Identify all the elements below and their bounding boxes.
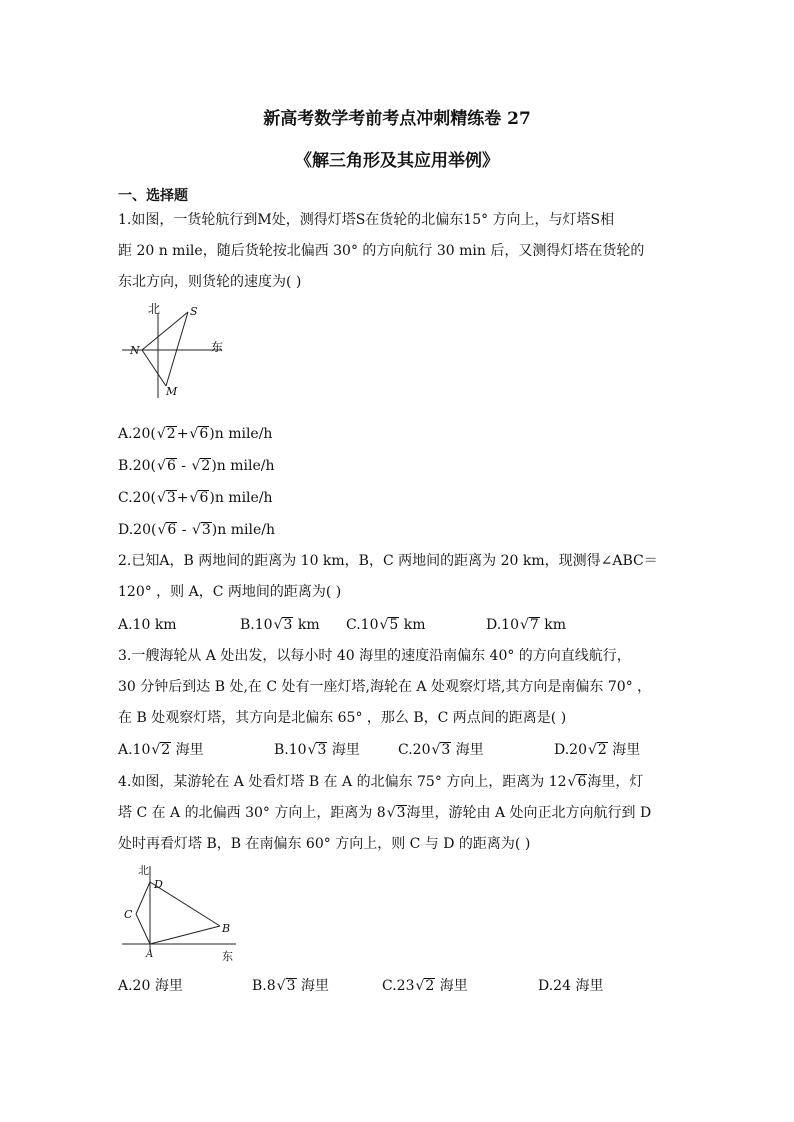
q3-text-line-1: 3.一艘海轮从 A 处出发，以每小时 40 海里的速度沿南偏东 40° 的方向直线航行， [118, 648, 631, 664]
q2-option-a: A.10 km [118, 617, 177, 633]
q2-option-c: C.10√5 km [346, 617, 426, 633]
q4-text-line-1: 4.如图，某游轮在 A 处看灯塔 B 在 A 的北偏东 75° 方向上，距离为 12√6海里，灯 [118, 774, 644, 790]
q2-text-line-2: 120° ，则 A，C 两地间的距离为( ) [118, 584, 342, 600]
q1-label-n: N [130, 344, 140, 357]
q3-options [118, 740, 640, 760]
q4-options [118, 976, 603, 996]
q1-option-c: C.20(√3+√6)n mile/h [118, 490, 273, 506]
q3-option-c: C.20√3 海里 [398, 742, 484, 758]
q4-option-c: C.23√2 海里 [382, 978, 468, 994]
q4-label-b: B [222, 922, 231, 935]
q4-option-d: D.24 海里 [538, 978, 604, 994]
q1-label-east: 东 [211, 340, 224, 354]
q4-label-a: A [146, 949, 154, 960]
q1-label-north: 北 [148, 302, 161, 316]
q3-text-line-2: 30 分钟后到达 B 处,在 C 处有一座灯塔,海轮在 A 处观察灯塔,其方向是南偏东 70° ， [118, 679, 652, 695]
q4-option-a: A.20 海里 [118, 978, 183, 994]
q3-option-d: D.20√2 海里 [554, 742, 641, 758]
q4-figure [118, 860, 243, 966]
page-subtitle: 《解三角形及其应用举例》 [295, 151, 499, 171]
q2-options [118, 615, 566, 635]
q1-option-d: D.20(√6 - √3)n mile/h [118, 522, 275, 538]
q1-option-b: B.20(√6 - √2)n mile/h [118, 458, 275, 474]
q4-line-ab [150, 926, 220, 944]
q2-option-b: B.10√3 km [240, 617, 320, 633]
section-heading: 一、选择题 [118, 188, 188, 204]
q1-option-a: A.20(√2+√6)n mile/h [118, 426, 273, 442]
q3-text-line-3: 在 B 处观察灯塔，其方向是北偏东 65° ，那么 B，C 两点间的距离是( ) [118, 710, 567, 726]
q1-label-s: S [190, 305, 198, 318]
q1-label-m: M [166, 385, 178, 398]
q4-text-line-3: 处时再看灯塔 B，B 在南偏东 60° 方向上，则 C 与 D 的距离为( ) [118, 836, 531, 852]
q4-label-north: 北 [138, 864, 149, 877]
q1-text-line-2: 距 20 n mile，随后货轮按北偏西 30° 的方向航行 30 min 后，又测得灯塔在货轮的 [118, 243, 645, 259]
q2-option-d: D.10√7 km [486, 617, 567, 633]
q1-text-line-3: 东北方向，则货轮的速度为( ) [118, 274, 302, 290]
q4-option-b: B.8√3 海里 [252, 978, 329, 994]
q1-line-ns [142, 312, 188, 350]
q4-label-c: C [124, 908, 133, 921]
q1-figure [118, 300, 230, 400]
q4-label-d: D [154, 878, 163, 891]
q1-text-line-1: 1.如图，一货轮航行到M处，测得灯塔S在货轮的北偏东15° 方向上，与灯塔S相 [118, 212, 615, 228]
q2-text-line-1: 2.已知A，B 两地间的距离为 10 km，B，C 两地间的距离为 20 km，现测得∠ABC＝ [118, 553, 658, 569]
q1-line-ms [166, 312, 188, 386]
q4-label-east: 东 [222, 950, 233, 963]
q1-line-nm [142, 350, 166, 386]
q4-text-line-2: 塔 C 在 A 的北偏西 30° 方向上，距离为 8√3海里，游轮由 A 处向正北方向航行到 D [118, 805, 652, 821]
q4-line-ca [136, 914, 150, 944]
page-title: 新高考数学考前考点冲刺精练卷 27 [263, 109, 531, 129]
q3-option-b: B.10√3 海里 [274, 742, 360, 758]
q3-option-a: A.10√2 海里 [118, 742, 204, 758]
q4-line-dc [136, 882, 150, 914]
